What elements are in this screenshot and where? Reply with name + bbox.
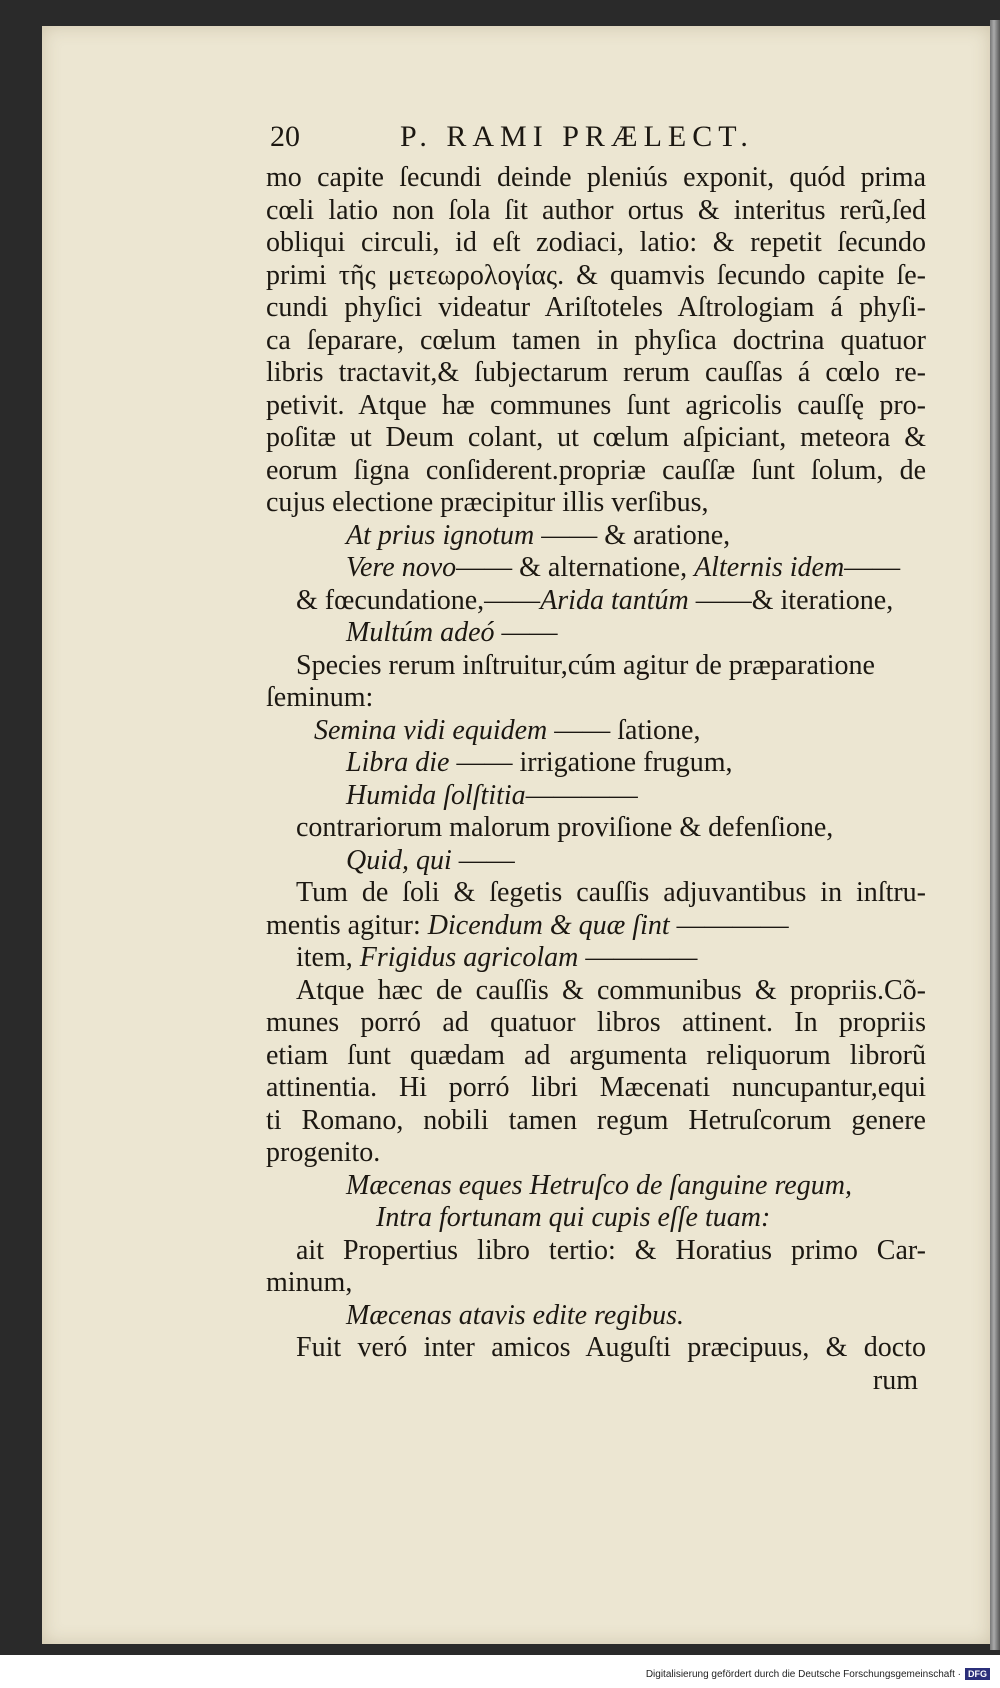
running-head: P. RAMI PRÆLECT.	[400, 120, 754, 153]
text-line: ca ſeparare, cœlum tamen in phyſica doctrina quatuor	[266, 324, 926, 356]
quote-line	[266, 845, 926, 878]
dash: ——	[844, 552, 901, 583]
quote-text: Quid, qui	[346, 844, 452, 876]
dash: ——	[541, 519, 598, 551]
quote-line	[266, 910, 926, 943]
text-span: & fœcundatione,	[296, 584, 485, 616]
dash: ——	[484, 584, 541, 616]
dash: ——	[456, 552, 513, 583]
text-line: minum,	[266, 1267, 353, 1298]
quote-line	[266, 1202, 926, 1235]
text-span: irrigatione frugum,	[519, 747, 733, 778]
text-line: Fuit veró inter amicos Auguſti præcipuus, & docto	[296, 1332, 926, 1363]
text-span: item,	[296, 942, 353, 973]
quote-text: Semina vidi equidem	[314, 714, 548, 746]
text-line: poſitæ ut Deum colant, ut cœlum aſpiciant, meteora &	[266, 422, 926, 453]
text-line: progenito.	[266, 1137, 381, 1168]
dash: ——	[501, 617, 558, 648]
quote-text: Dicendum & quæ ſint	[427, 909, 670, 941]
quote-text: Mæcenas atavis edite regibus.	[346, 1299, 685, 1331]
quote-text: Vere novo	[346, 552, 457, 583]
quote-line	[266, 715, 926, 748]
text-line: petivit. Atque hæ communes ſunt agricolis cauſſę pro-	[266, 389, 926, 421]
catchword: rum	[872, 1364, 918, 1396]
page-number: 20	[270, 120, 300, 153]
text-line: eorum ſigna conſiderent.propriæ cauſſæ ſunt ſolum, de	[266, 454, 926, 486]
text-line: ait Propertius libro tertio: & Horatius primo Car-	[296, 1234, 926, 1266]
quote-text: Libra die	[346, 747, 450, 778]
quote-line	[266, 617, 926, 650]
text-line: cœli latio non ſola ſit author ortus & interitus rerũ,ſed	[266, 194, 926, 226]
quote-line	[266, 942, 926, 975]
quote-line	[266, 520, 926, 553]
dash: ————	[676, 909, 789, 941]
text-line: ti Romano, nobili tamen regum Hetruſcorum genere	[266, 1104, 926, 1136]
dash: ————	[525, 779, 638, 811]
text-line: attinentia. Hi porró libri Mæcenati nuncupantur,equi	[266, 1072, 926, 1103]
quote-text: Alternis idem	[694, 552, 845, 583]
text-line: contrariorum malorum proviſione & defenſione,	[296, 812, 834, 843]
quote-text: Frigidus agricolam	[359, 942, 579, 973]
text-line: etiam ſunt quædam ad argumenta reliquorum librorũ	[266, 1039, 926, 1071]
quote-line	[266, 1300, 926, 1333]
text-span: & alternatione,	[519, 552, 688, 583]
text-line: mo capite ſecundi deinde pleniús exponit, quód prima	[266, 162, 926, 193]
text-span: & aratione,	[604, 519, 731, 551]
text-line: Species rerum inſtruitur,cúm agitur de præparatione	[296, 649, 875, 681]
text-line: obliqui circuli, id eſt zodiaci, latio: & repetit ſecundo	[266, 227, 926, 258]
quote-line	[266, 552, 926, 585]
text-line: primi τῆς μετεωρολογίας. & quamvis ſecundo capite ſe-	[266, 259, 926, 291]
page-header	[270, 120, 830, 160]
body-text	[266, 162, 926, 1397]
text-line: libris tractavit,& ſubjectarum rerum cauſſas á cœlo re-	[266, 357, 926, 388]
text-span: & iteratione,	[751, 584, 894, 616]
quote-text: Multúm adeó	[346, 617, 495, 648]
dash: ————	[585, 942, 698, 973]
quote-line	[266, 585, 926, 618]
dash: ——	[554, 714, 611, 746]
text-span: ſatione,	[617, 714, 701, 746]
quote-text: Humida ſolſtitia	[346, 779, 526, 811]
text-line: munes porró ad quatuor libros attinent. In propriis	[266, 1007, 926, 1038]
text-line: cujus electione præcipitur illis verſibus,	[266, 487, 709, 518]
quote-text: Intra fortunam qui cupis eſſe tuam:	[376, 1202, 771, 1233]
quote-text: Arida tantúm	[540, 584, 689, 616]
text-span: mentis agitur:	[266, 909, 421, 941]
quote-text: Mæcenas eques Hetruſco de ſanguine regum,	[346, 1169, 852, 1201]
footer-text: Digitalisierung gefördert durch die Deutsche Forschungsgemeinschaft ·	[645, 1669, 961, 1680]
quote-line	[266, 1170, 926, 1203]
dash: ——	[695, 584, 752, 616]
quote-text: At prius ignotum	[346, 519, 535, 551]
quote-line	[266, 780, 926, 813]
dash: ——	[456, 747, 513, 778]
text-line: Atque hæc de cauſſis & communibus & propriis.Cõ-	[296, 974, 926, 1006]
dash: ——	[458, 844, 515, 876]
text-line: Tum de ſoli & ſegetis cauſſis adjuvantibus in inſtru-	[296, 877, 926, 908]
text-line: ſeminum:	[266, 682, 374, 713]
page-edge	[990, 20, 1000, 1650]
dfg-logo: DFG	[965, 1668, 990, 1680]
text-line: cundi phyſici videatur Ariſtoteles Aſtrologiam á phyſi-	[266, 292, 926, 323]
quote-line	[266, 747, 926, 780]
digitization-footer	[0, 1668, 990, 1680]
